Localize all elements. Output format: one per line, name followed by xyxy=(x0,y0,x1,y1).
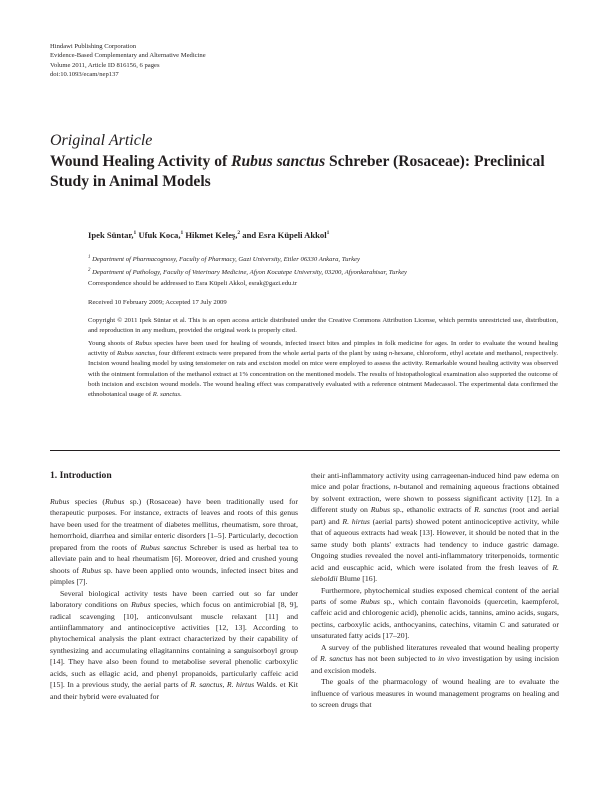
section-divider xyxy=(50,450,560,451)
body-text: has not been subjected to xyxy=(352,654,439,664)
intro-paragraph-1 xyxy=(50,496,298,588)
title-species: Rubus sanctus xyxy=(231,153,326,170)
body-text: sp., which contain flavonoids (quercetin, kaempferol, caffeic acid and chlorogenic acid), phenolic acids, tannins, amino acids, sugars, pectins, carboxylic acids, anthocyanins, catechins, vitamin C and saturated or unsaturated fatty acids [17–20]. xyxy=(311,596,559,641)
body-text: -butanol and remaining aqueous fractions obtained by solvent extraction, were shown to possess significant activity [12]. In a different study on xyxy=(311,482,559,515)
author-name[interactable]: Hikmet Keleş, xyxy=(183,230,238,240)
intro-paragraph-6: The goals of the pharmacology of wound healing are to evaluate the influence of various measures in wound management programs on healing and to screen drugs that xyxy=(311,677,559,710)
italic-text: R. hirtus xyxy=(226,680,255,690)
body-text: sp. have been applied onto wounds, infected insect bites and pimples [7]. xyxy=(50,565,298,587)
intro-paragraph-4 xyxy=(311,585,559,642)
affiliation-1 xyxy=(88,253,558,266)
italic-text: Rubus xyxy=(360,596,380,606)
doi[interactable]: doi:10.1093/ecam/nep137 xyxy=(50,71,119,79)
abstract-italic: Rubus xyxy=(135,340,152,347)
body-text: sp.) (Rosaceae) have been traditionally used for therapeutic purposes. For instance, extracts of leaves and roots of this genus have been used for the treatment of diabetes mellitus, rheumatism, sore throat, hemorrhoid, diarrhea and similar enteric disorders [1–5]. Particularly, decoction prepared from the roots of xyxy=(50,497,298,552)
body-text: their anti-inflammatory activity using carrageenan-induced hind paw edema on mice and polar fractions, xyxy=(311,471,559,492)
abstract xyxy=(88,339,558,400)
article-type: Original Article xyxy=(50,132,153,149)
body-text: sp., ethanolic extracts of xyxy=(390,505,475,515)
abstract-text: species have been used for healing of wounds, infected insect bites and pimples in folk medicine for ages. In order to evaluate the wound healing activity of xyxy=(88,340,558,358)
title-part-2: Schreber (Rosaceae): Preclinical Study in Animal Models xyxy=(50,153,545,190)
body-text: Schreber is used as herbal tea to alleviate pain and to heal rheumatism [6]. Moreover, dried and crushed young shoots of xyxy=(50,542,299,575)
italic-text: Rubus xyxy=(50,497,70,506)
italic-text: Rubus xyxy=(105,497,125,506)
article-title xyxy=(50,152,560,192)
italic-text: Rubus xyxy=(81,565,102,575)
affiliation-2 xyxy=(88,266,558,279)
italic-text: in vivo xyxy=(438,654,460,664)
italic-text: R. sanctus xyxy=(320,654,353,664)
body-text: species, which focus on antimicrobial [8, 9], radical scavenging [10], anticonvulsant muscle relaxant [11] and antiinflammatory and antinociceptive activities [12, 13]. According to phytochemical analysis the plant extract characterized by their capability of synthesizing and accumulating ellagitannins containing a sanguisorboyl group [14]. They have also been found to metabolise several phenolic carboxylic acids, such as ellagic acid, and phenyl propanoids, particularly caffeic acid [15]. In a previous study, the aerial parts of xyxy=(50,600,298,690)
right-column xyxy=(311,470,559,711)
affiliation-marker: 1 xyxy=(133,230,137,237)
affiliation-text: Department of Pathology, Faculty of Veterinary Medicine, Afyon Kocatepe University, 03200, Afyonkarahisar, Turkey xyxy=(90,268,408,276)
author-name[interactable]: Ipek Süntar, xyxy=(88,230,134,240)
abstract-text: Young shoots of xyxy=(88,340,136,347)
italic-text: Rubus xyxy=(370,505,391,515)
body-text: A survey of the published literatures revealed that wound healing property of xyxy=(311,642,559,664)
affiliation-marker: 1 xyxy=(180,230,184,237)
italic-text: R. sieboldii xyxy=(311,562,559,584)
body-text: investigation by using incision and excision models. xyxy=(311,654,560,675)
correspondence: Correspondence should be addressed to Esra Küpeli Akkol, esrak@gazi.edu.tr xyxy=(88,280,298,287)
italic-text: Rubus sanctus xyxy=(140,542,187,552)
body-text: Furthermore, phytochemical studies exposed chemical content of the aerial parts of some xyxy=(311,585,559,606)
title-part-1: Wound Healing Activity of xyxy=(50,153,232,170)
author-name[interactable]: and Esra Küpeli Akkol xyxy=(240,230,327,240)
intro-paragraph-2 xyxy=(50,588,298,703)
section-heading-introduction: 1. Introduction xyxy=(50,470,112,481)
affiliation-number: 2 xyxy=(88,267,91,273)
italic-text: R. sanctus xyxy=(190,680,223,690)
affiliation-text: Department of Pharmacognosy, Faculty of Pharmacy, Gazi University, Etiler 06330 Ankara, Turkey xyxy=(90,256,360,264)
body-text: Several biological activity tests have been carried out so far under laboratory conditions on xyxy=(50,588,298,610)
volume-info: Volume 2011, Article ID 816156, 6 pages xyxy=(50,61,160,69)
italic-text: Rubus xyxy=(131,600,151,610)
intro-paragraph-5 xyxy=(311,642,559,676)
body-text: (root and aerial part) and xyxy=(311,505,559,526)
body-text: Blume [16]. xyxy=(337,574,378,584)
abstract-text: -hexane, chloroform, ethyl acetate and methanol, respectively. Incision wound healing model by using tensiometer on rats and excision model on mice were employed to assess the activity. Remarkable wound healing activity was observed with the ointment formulation of the methanol extract at 1% concentration on the mentioned models. The results of histopathological examination also supported the outcome of both incision and excision wound models. The wound healing effect was comparatively evaluated with a reference ointment Madecassol. The experimental data confirmed the ethnobotanical usage of xyxy=(88,350,558,399)
journal-name: Evidence-Based Complementary and Alternative Medicine xyxy=(50,52,206,60)
abstract-italic: Rubus sanctus xyxy=(117,350,156,358)
received-accepted-dates: Received 10 February 2009; Accepted 17 July 2009 xyxy=(88,299,227,306)
body-text: Walds. et Kit and their hybrid were evaluated for xyxy=(50,680,298,701)
abstract-text: , four different extracts were prepared from the whole aerial parts of the plant by using xyxy=(155,350,389,358)
publisher-name: Hindawi Publishing Corporation xyxy=(50,43,137,50)
copyright-notice: Copyright © 2011 Ipek Süntar et al. This is an open access article distributed under the Creative Commons Attribution License, which permits unrestricted use, distribution, and reproduction in any medium, provided the original work is properly cited. xyxy=(88,317,558,334)
abstract-italic: n xyxy=(388,350,393,358)
abstract-italic: R. sanctus xyxy=(152,391,181,399)
body-text: (aerial parts) showed potent antinociceptive activity, while that of aqueous extracts had weak [13]. However, it should be noted that in the same study both plants' extracts had tendency to induce gastric damage. Ongoing studies revealed the novel anti-inflammatory triterpenoids, tormentic acid and euscaphic acid, which were isolated from the fresh leaves of xyxy=(311,516,559,572)
author-name[interactable]: Ufuk Koca, xyxy=(136,230,181,240)
publication-info xyxy=(50,42,350,80)
italic-text: R. sanctus xyxy=(474,505,507,515)
affiliation-marker: 2 xyxy=(237,230,241,237)
body-text: , xyxy=(222,680,227,690)
affiliation-marker: 1 xyxy=(326,230,330,237)
body-text: species ( xyxy=(69,497,106,506)
italic-text: n xyxy=(393,482,398,492)
abstract-text: . xyxy=(180,391,182,399)
left-column xyxy=(50,470,298,702)
affiliations xyxy=(88,253,558,278)
affiliation-number: 1 xyxy=(88,255,91,260)
intro-paragraph-3 xyxy=(311,470,559,585)
italic-text: R. hirtus xyxy=(342,516,370,526)
author-list xyxy=(88,230,558,240)
